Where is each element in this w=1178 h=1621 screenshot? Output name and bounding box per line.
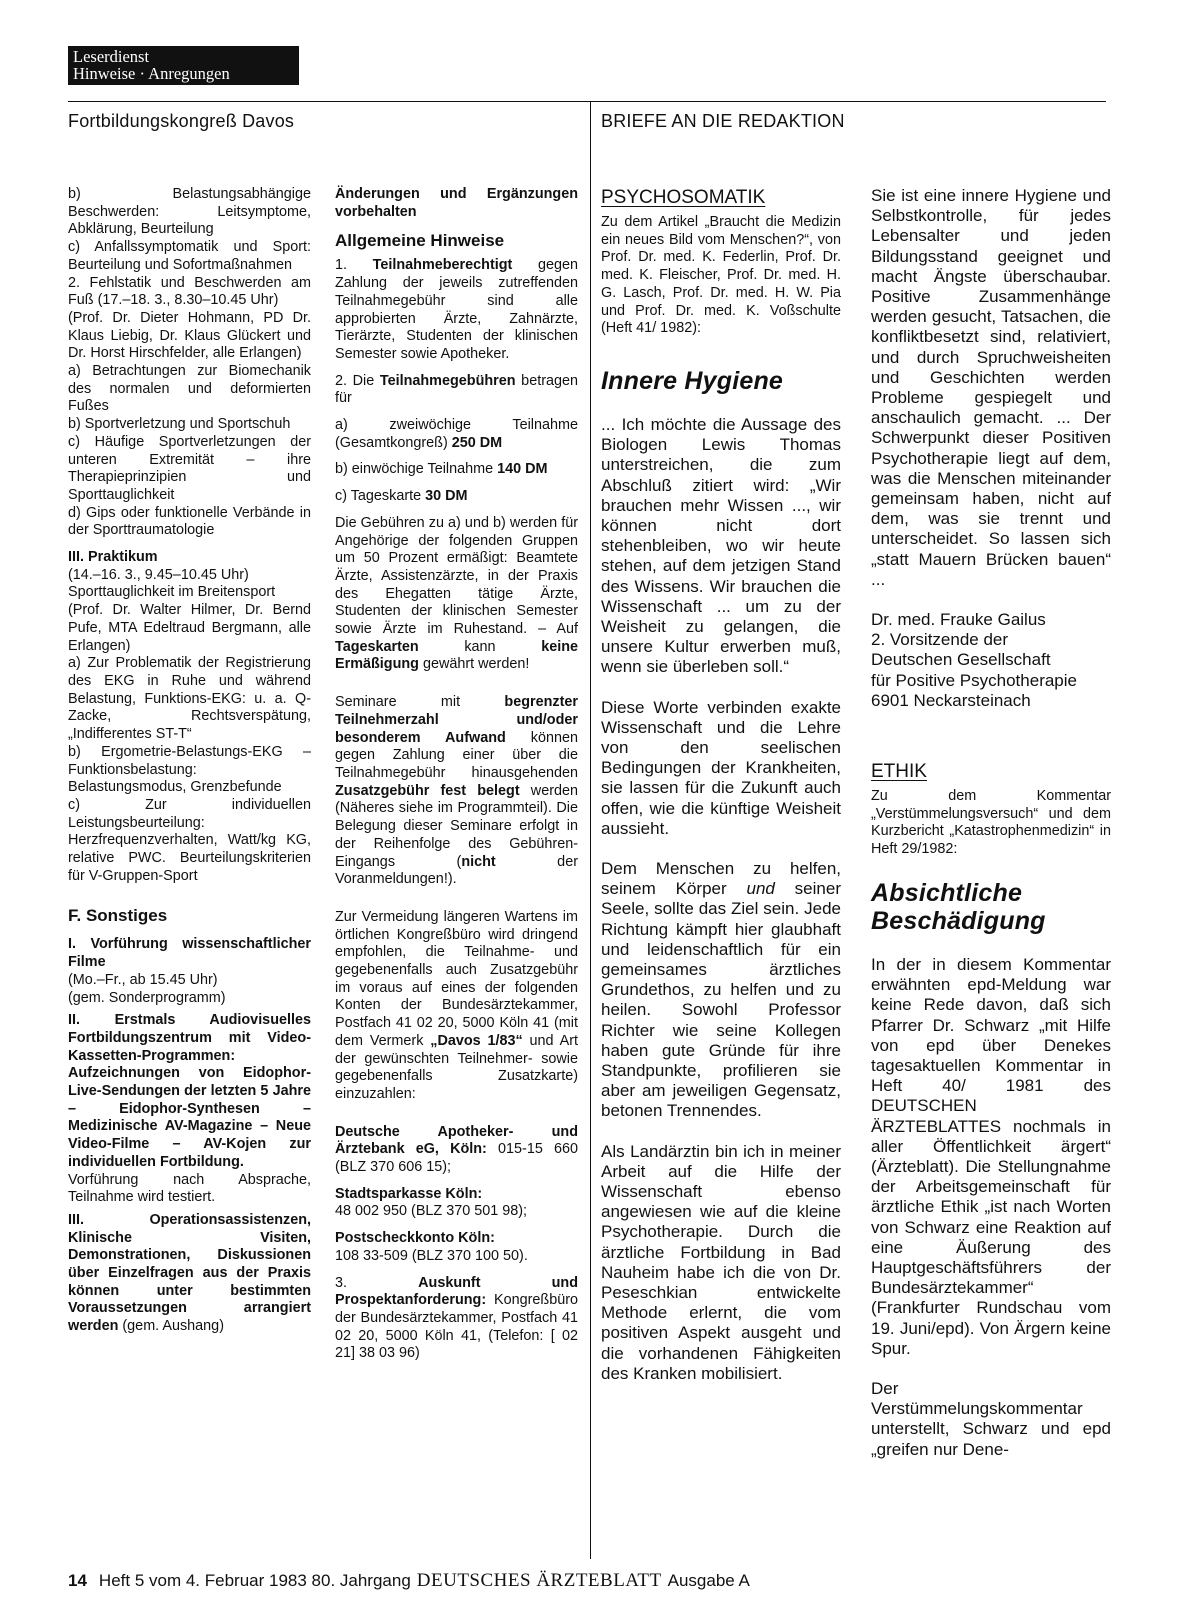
paragraph: In der in diesem Kommentar erwähnten epd-Meldung war keine Rede davon, daß sich Pfarrer Dr. Schwarz „mit Hilfe von epd über Denekes tagesaktuellen Kommentar in Heft 40/ 1981 des DEUTSCHEN ÄRZTEBLATTES nochmals in aller Öffentlichkeit ärgert“ (Ärzteblatt). Die Stellungnahme der Arbeitsgemeinschaft für ärztliche Ethik „ist nach Worten von Schwarz eine Reaktion auf eine Äußerung des Hauptgeschäftsführers der Bundesärztekammer“ (Frankfurter Rundschau vom 19. Juni/epd). Von Ärgern keine Spur. xyxy=(871,954,1111,1358)
paragraph: Seminare mit begrenzter Teilnehmerzahl und/oder besonderem Aufwand können gegen Zahlung einer über die Teilnahmegebühr hinausgehenden Zusatzgebühr fest belegt werden (Näheres siehe im Programmteil). Die Belegung dieser Seminare erfolgt in der Reihenfolge des Gebühren-Eingangs (nicht der Voranmeldungen!). xyxy=(335,694,578,888)
article-title-line-2: Beschädigung xyxy=(871,906,1046,935)
paragraph: c) Häufige Sportverletzungen der unteren Extremität – ihre Therapieprinzipien und Sporttauglichkeit xyxy=(68,433,311,503)
paragraph: Zur Vermeidung längeren Wartens im örtlichen Kongreßbüro wird dringend empfohlen, die Teilnahme- und gegebenenfalls auch Zusatzgebühr im voraus auf eines der folgenden Konten der Bundesärztekammer, Postfach 41 02 20, 5000 Köln 41 (mit dem Vermerk „Davos 1/83“ und Art der gewünschten Teilnehmer- sowie gegebenenfalls Zusatzkarte) einzuzahlen: xyxy=(335,908,578,1102)
signature-line: Deutschen Gesellschaft xyxy=(871,650,1051,670)
paragraph: 3. Auskunft und Prospektanforderung: Kongreßbüro der Bundesärztekammer, Postfach 41 02 20, 5000 Köln 41, (Telefon: [ 02 21] 38 03 96) xyxy=(335,1274,578,1362)
page-footer xyxy=(68,1570,750,1592)
heading-allgemeine-hinweise: Allgemeine Hinweise xyxy=(335,231,505,251)
journal-name: DEUTSCHES ÄRZTEBLATT xyxy=(416,1570,662,1591)
signature-line: 2. Vorsitzende der xyxy=(871,630,1009,650)
letter-intro: Zu dem Kommentar „Verstümmelungsversuch“ und dem Kurzbericht „Katastrophenmedizin“ in Heft 29/1982: xyxy=(871,788,1111,858)
paragraph: III. Operationsassistenzen, Klinische Visiten, Demonstrationen, Diskussionen über Einzelfragen aus der Praxis können unter bestimmten Voraussetzungen arrangiert werden (gem. Aushang) xyxy=(68,1211,311,1335)
paragraph: ... Ich möchte die Aussage des Biologen Lewis Thomas unterstreichen, die zum Abschluß zitiert wird: „Wir brauchen mehr Wissen ..., wir können nicht dort stehenbleiben, wo wir heute stehen, auf dem jetzigen Stand des Wissens. Wir brauchen die Wissenschaft ... um zu der Weisheit zu gelangen, die unsere Kultur erwerben muß, wenn sie überleben soll.“ xyxy=(601,414,841,677)
paragraph: (Prof. Dr. Dieter Hohmann, PD Dr. Klaus Liebig, Dr. Klaus Glückert und Dr. Horst Hirschfelder, alle Erlangen) xyxy=(68,309,311,362)
signature-line: 6901 Neckarsteinach xyxy=(871,690,1031,710)
column-program-continued xyxy=(68,186,311,1336)
paragraph: Der Verstümmelungskommentar unterstellt, Schwarz und epd „greifen nur Dene- xyxy=(871,1378,1111,1459)
paragraph: Vorführung nach Absprache, Teilnahme wird testiert. xyxy=(68,1171,311,1206)
paragraph-bold: Aufzeichnungen von Eidophor-Live-Sendungen der letzten 5 Jahre – Eidophor-Synthesen – Medizinische AV-Magazine – Neue Video-Filme – AV-Kojen zur individuellen Fortbildung. xyxy=(68,1065,311,1170)
page-number: 14 xyxy=(68,1571,87,1590)
paragraph: c) Tageskarte 30 DM xyxy=(335,488,468,505)
paragraph: b) Belastungsabhängige Beschwerden: Leitsymptome, Abklärung, Beurteilung xyxy=(68,186,311,238)
paragraph: a) zweiwöchige Teilnahme (Gesamtkongreß) 250 DM xyxy=(335,417,578,451)
paragraph: b) einwöchige Teilnahme 140 DM xyxy=(335,461,548,478)
paragraph: Diese Worte verbinden exakte Wissenschaft und die Lehre von den seelischen Bedingungen der Krankheiten, sie lassen für die Zukunft auch offen, wie die künftige Weisheit aussieht. xyxy=(601,697,841,838)
section-title-letters: BRIEFE AN DIE REDAKTION xyxy=(601,111,845,131)
paragraph: 1. Teilnahmeberechtigt gegen Zahlung der jeweils zutreffenden Teilnahmegebühr sind alle approbierten Ärzte, Zahnärzte, Tierärzte, Studenten der klinischen Semester sowie Apotheker. xyxy=(335,257,578,362)
article-title-line-1: Absichtliche xyxy=(871,878,1023,907)
column-letter-ethik xyxy=(871,186,1111,1460)
issue-info: Heft 5 vom 4. Februar 1983 80. Jahrgang xyxy=(98,1571,411,1590)
subheading-filme: I. Vorführung wissenschaftlicher Filme xyxy=(68,936,311,971)
subheading-av-zentrum: II. Erstmals Audiovisuelles Fortbildungszentrum mit Video-Kassetten-Programmen: xyxy=(68,1012,311,1064)
signature-name: Dr. med. Frauke Gailus xyxy=(871,610,1046,630)
section-heading-ethik: ETHIK xyxy=(871,761,927,783)
paragraph: (Prof. Dr. Walter Hilmer, Dr. Bernd Pufe, MTA Edeltraud Bergmann, alle Erlangen) xyxy=(68,602,311,654)
paragraph: Sporttauglichkeit im Breitensport xyxy=(68,584,276,601)
paragraph: Als Landärztin bin ich in meiner Arbeit auf die Hilfe der Wissenschaft ebenso angewiesen wie auf die kleine Psychotherapie. Durch die ärztliche Fortbildung in Bad Nauheim habe ich die von Dr. Peseschkian entwickelte Methode erlernt, die vom positiven Aspekt ausgeht und die vorhandenen Fähigkeiten des Kranken mobilisiert. xyxy=(601,1141,841,1383)
bank-name-postscheck: Postscheckkonto Köln: xyxy=(335,1230,495,1247)
note-changes: Änderungen und Ergänzungen vorbehalten xyxy=(335,186,578,220)
column-general-notes xyxy=(335,186,578,1363)
paragraph: 2. Fehlstatik und Beschwerden am Fuß (17.–18. 3., 8.30–10.45 Uhr) xyxy=(68,274,311,309)
article-title-innere-hygiene: Innere Hygiene xyxy=(601,366,784,395)
paragraph: a) Zur Problematik der Registrierung des EKG in Ruhe und während Belastung, Funktions-EKG: u. a. Q-Zacke, Rechtsverspätung, „Indifferentes ST-T“ xyxy=(68,655,311,743)
column-divider xyxy=(590,101,591,1559)
paragraph: (14.–16. 3., 9.45–10.45 Uhr) xyxy=(68,566,249,583)
paragraph: d) Gips oder funktionelle Verbände in der Sporttraumatologie xyxy=(68,504,311,539)
edition: Ausgabe A xyxy=(667,1571,750,1590)
letter-intro: Zu dem Artikel „Braucht die Medizin ein neues Bild vom Menschen?“, von Prof. Dr. med. K. Federlin, Prof. Dr. med. K. Fleischer, Prof. Dr. med. H. G. Lasch, Prof. Dr. med. H. W. Pia und Prof. Dr. med. K. Voßschulte (Heft 41/ 1982): xyxy=(601,214,841,337)
heading-sonstiges: F. Sonstiges xyxy=(68,906,168,926)
paragraph: (Mo.–Fr., ab 15.45 Uhr) xyxy=(68,971,218,988)
paragraph: Dem Menschen zu helfen, seinem Körper und seiner Seele, sollte das Ziel sein. Jede Richtung kämpft hier glaubhaft und leidenschaftlich für ein gemeinsames ärztliches Grundethos, zu helfen und zu heilen. Sowohl Professor Richter wie seine Kollegen haben gute Gründe für ihre Standpunkte, profilieren sie aber am jeweiligen Gegensatz, betonen Trennendes. xyxy=(601,858,841,1121)
paragraph: c) Zur individuellen Leistungsbeurteilung: Herzfrequenzverhalten, Watt/kg KG, relative PWC. Beurteilungskriterien für V-Gruppen-Sport xyxy=(68,796,311,884)
paragraph: 2. Die Teilnahmegebühren betragen für xyxy=(335,372,578,407)
bank-number-postscheck: 108 33-509 (BLZ 370 100 50). xyxy=(335,1247,528,1264)
bank-number-sparkasse: 48 002 950 (BLZ 370 501 98); xyxy=(335,1203,528,1220)
banner-line-2: Hinweise · Anregungen xyxy=(73,64,230,83)
paragraph: (gem. Sonderprogramm) xyxy=(68,989,226,1006)
section-title-congress: Fortbildungskongreß Davos xyxy=(68,111,295,131)
bank-account-apobank: Deutsche Apotheker- und Ärztebank eG, Köln: 015-15 660 (BLZ 370 606 15); xyxy=(335,1123,578,1176)
leserdienst-banner xyxy=(68,46,299,85)
paragraph: b) Ergometrie-Belastungs-EKG – Funktionsbelastung: Belastungsmodus, Grenzbefunde xyxy=(68,743,311,796)
paragraph: Sie ist eine innere Hygiene und Selbstkontrolle, für jedes Lebensalter und jeden Bildungsstand geeignet und macht Ängste überschaubar. Positive Zusammenhänge werden gesucht, Tatsachen, die konfliktbesetzt sind, relativiert, und durch Spruchweisheiten und Geschichten werden Probleme gespiegelt und anschaulich gemacht. ... Der Schwerpunkt dieser Positiven Psychotherapie liegt auf dem, was die Menschen miteinander gemeinsam haben, nicht auf dem, was sie trennt und unterscheidet. So lassen sich „statt Mauern Brücken bauen“ ... xyxy=(871,186,1111,589)
column-letter-psychosomatik xyxy=(601,186,841,1384)
paragraph: c) Anfallssymptomatik und Sport: Beurteilung und Sofortmaßnahmen xyxy=(68,239,311,273)
banner-line-1: Leserdienst xyxy=(73,47,150,66)
bank-name-sparkasse: Stadtsparkasse Köln: xyxy=(335,1185,483,1202)
section-heading-psychosomatik: PSYCHOSOMATIK xyxy=(601,187,766,208)
signature-line: für Positive Psychotherapie xyxy=(871,670,1077,690)
paragraph: Die Gebühren zu a) und b) werden für Angehörige der folgenden Gruppen um 50 Prozent ermäßigt: Beamtete Ärzte, Assistenzärzte, in der Praxis des Ehegatten tätige Ärzte, Studenten der klinischen Semester sowie Ärzte im Ruhestand. – Auf Tageskarten kann keine Ermäßigung gewährt werden! xyxy=(335,514,578,673)
header-rule xyxy=(68,101,1106,102)
subheading-praktikum: III. Praktikum xyxy=(68,549,158,566)
paragraph: a) Betrachtungen zur Biomechanik des normalen und deformierten Fußes xyxy=(68,363,311,415)
paragraph: b) Sportverletzung und Sportschuh xyxy=(68,416,291,433)
